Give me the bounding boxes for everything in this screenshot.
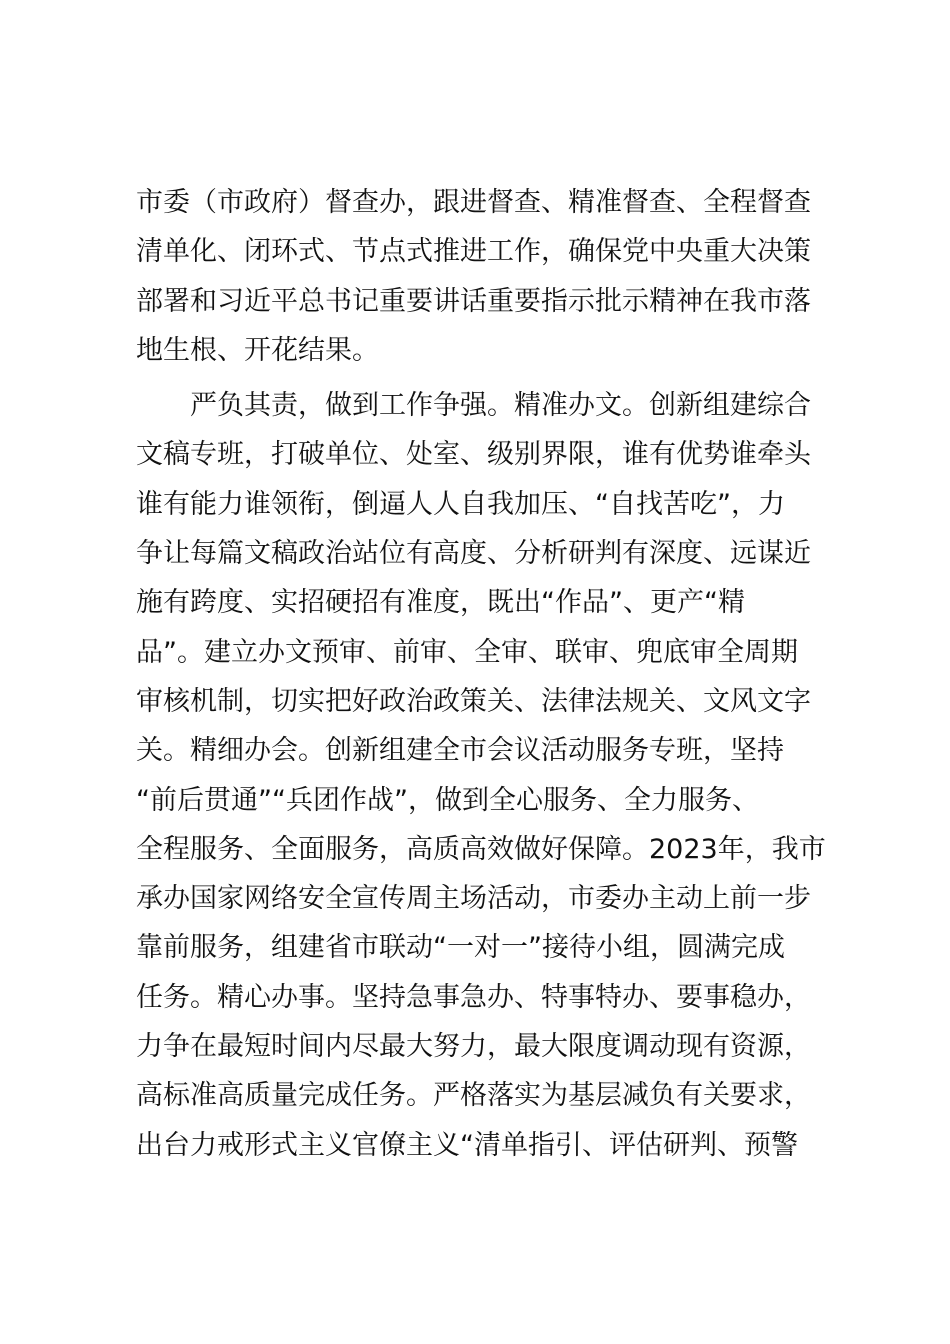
text-line: 施有跨度、实招硬招有准度，既出“作品”、更产“精 <box>136 587 745 619</box>
text-line: 部署和习近平总书记重要讲话重要指示批示精神在我市落 <box>136 285 811 317</box>
text-line: 严负其责，做到工作争强。精准办文。创新组建综合 <box>136 390 811 422</box>
body-text <box>136 178 856 1170</box>
text-line: 争让每篇文稿政治站位有高度、分析研判有深度、远谋近 <box>136 538 811 570</box>
text-line: 出台力戒形式主义官僚主义“清单指引、评估研判、预警 <box>136 1129 798 1161</box>
text-line: 品”。建立办文预审、前审、全审、联审、兜底审全周期 <box>136 636 798 668</box>
text-line: 文稿专班，打破单位、处室、级别界限，谁有优势谁牵头 <box>136 439 811 471</box>
text-line: 任务。精心办事。坚持急事急办、特事特办、要事稳办， <box>136 981 811 1013</box>
text-line: 审核机制，切实把好政治政策关、法律法规关、文风文字 <box>136 685 811 717</box>
text-line: 全程服务、全面服务，高质高效做好保障。2023年，我市 <box>136 833 826 865</box>
text-line: 关。精细办会。创新组建全市会议活动服务专班，坚持 <box>136 735 784 767</box>
text-line: 高标准高质量完成任务。严格落实为基层减负有关要求， <box>136 1080 811 1112</box>
text-line: 承办国家网络安全宣传周主场活动，市委办主动上前一步 <box>136 883 811 915</box>
text-line: 力争在最短时间内尽最大努力，最大限度调动现有资源， <box>136 1031 811 1063</box>
text-line: 市委（市政府）督查办，跟进督查、精准督查、全程督查 <box>136 187 811 218</box>
text-line: “前后贯通”“兵团作战”，做到全心服务、全力服务、 <box>136 784 759 816</box>
text-line: 靠前服务，组建省市联动“一对一”接待小组，圆满完成 <box>136 932 785 964</box>
text-line: 清单化、闭环式、节点式推进工作，确保党中央重大决策 <box>136 236 811 268</box>
text-line: 谁有能力谁领衔，倒逼人人自我加压、“自找苦吃”，力 <box>136 488 785 520</box>
text-line: 地生根、开花结果。 <box>136 334 379 366</box>
